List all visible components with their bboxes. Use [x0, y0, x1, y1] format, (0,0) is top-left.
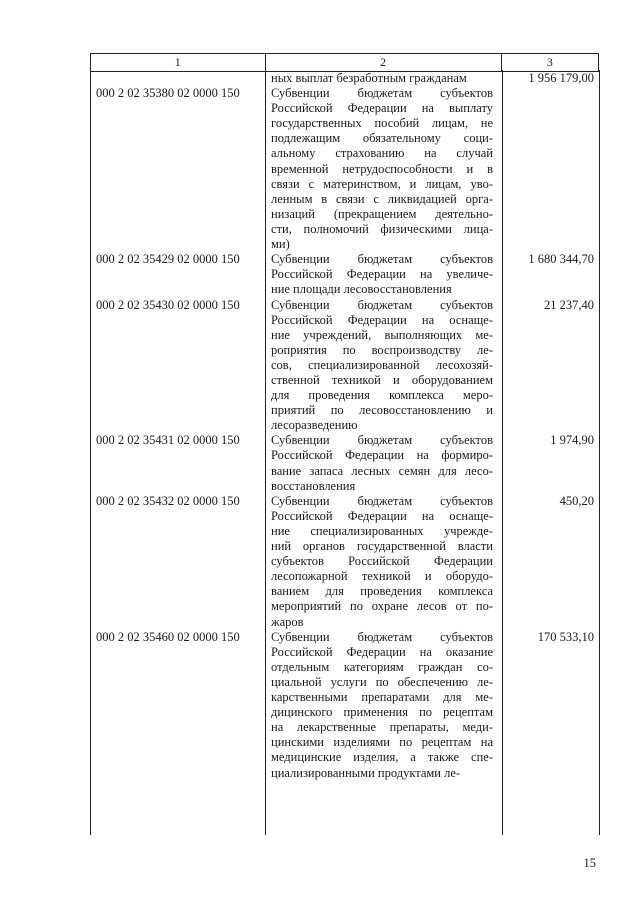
- description-line: Субвенции бюджетам субъектов: [271, 297, 493, 312]
- description-line: на лекарственные препараты, меди-: [271, 720, 493, 735]
- description-line: Российской Федерации на оказание: [271, 644, 493, 659]
- description-line: лесоразведению: [271, 418, 358, 433]
- description-line: дицинского применения по рецептам: [271, 705, 493, 720]
- description-line: ние учреждений, выполняющих ме-: [271, 327, 493, 342]
- description-line: Субвенции бюджетам субъектов: [271, 86, 493, 101]
- description-line: государственных пособий лицам, не: [271, 116, 493, 131]
- column-header-1: 1: [91, 54, 266, 72]
- row-description: [271, 252, 493, 297]
- classification-code: 000 2 02 35380 02 0000 150: [96, 86, 240, 101]
- description-line: медицинские изделия, а также спе-: [271, 750, 493, 765]
- description-line: ственной техникой и оборудованием: [271, 372, 493, 387]
- amount-cell: 1 956 179,00: [528, 71, 594, 85]
- description-line: Субвенции бюджетам субъектов: [271, 493, 493, 508]
- description-line: подлежащим обязательному соци-: [271, 131, 493, 146]
- table-border-left: [90, 70, 91, 835]
- description-line: связи с материнством, и лицам, уво-: [271, 176, 493, 191]
- description-line: циальной услуги по обеспечению ле-: [271, 674, 493, 689]
- description-line: ние специализированных учрежде-: [271, 523, 493, 538]
- row-description: [271, 433, 493, 493]
- column-header-2: 2: [265, 54, 501, 72]
- description-line: ных выплат безработным гражданам: [271, 71, 467, 85]
- description-line: субъектов Российской Федерации: [271, 554, 493, 569]
- description-line: цинскими изделиями по рецептам на: [271, 735, 493, 750]
- classification-code: 000 2 02 35431 02 0000 150: [96, 433, 240, 448]
- description-line: Российской Федерации на увеличе-: [271, 267, 493, 282]
- description-line: вание запаса лесных семян для лесо-: [271, 463, 493, 478]
- page-number: 15: [583, 856, 596, 870]
- description-line: Российской Федерации на оснаще-: [271, 508, 493, 523]
- amount-cell: 21 237,40: [544, 297, 594, 312]
- classification-code: 000 2 02 35432 02 0000 150: [96, 493, 240, 508]
- description-line: альному страхованию на случай: [271, 146, 493, 161]
- amount-cell: 1 680 344,70: [528, 252, 594, 267]
- description-line: карственными препаратами для ме-: [271, 690, 493, 705]
- description-line: Субвенции бюджетам субъектов: [271, 433, 493, 448]
- description-line: Субвенции бюджетам субъектов: [271, 252, 493, 267]
- row-description: [271, 298, 493, 434]
- description-line: отдельным категориям граждан со-: [271, 659, 493, 674]
- description-line: лесопожарной техникой и оборудо-: [271, 569, 493, 584]
- description-line: Российской Федерации на формиро-: [271, 448, 493, 463]
- description-line: циализированными продуктами ле-: [271, 765, 461, 780]
- description-line: низаций (прекращением деятельно-: [271, 206, 493, 221]
- carryover-description: [271, 71, 493, 86]
- amount-cell: 170 533,10: [537, 629, 594, 644]
- description-line: восстановления: [271, 478, 356, 493]
- description-line: жаров: [271, 614, 304, 629]
- amount-cell: 450,20: [559, 493, 594, 508]
- description-line: Российской Федерации на выплату: [271, 101, 493, 116]
- description-line: сов, специализированной лесохозяй-: [271, 357, 493, 372]
- row-description: [271, 630, 493, 781]
- table-divider-2: [502, 70, 503, 835]
- amount-cell: 1 974,90: [550, 433, 594, 448]
- table-divider-1: [265, 70, 266, 835]
- classification-code: 000 2 02 35460 02 0000 150: [96, 629, 240, 644]
- row-description: [271, 494, 493, 630]
- table-border-right: [599, 70, 600, 835]
- description-line: для проведения комплекса меро-: [271, 388, 493, 403]
- column-header-3: 3: [501, 54, 598, 72]
- description-line: Российской Федерации на оснаще-: [271, 312, 493, 327]
- classification-code: 000 2 02 35429 02 0000 150: [96, 252, 240, 267]
- classification-code: 000 2 02 35430 02 0000 150: [96, 297, 240, 312]
- description-line: ние площади лесовосстановления: [271, 282, 452, 297]
- description-line: роприятия по воспроизводству ле-: [271, 342, 493, 357]
- description-line: ленным в связи с ликвидацией орга-: [271, 191, 493, 206]
- description-line: приятий по лесовосстановлению и: [271, 403, 493, 418]
- description-line: ми): [271, 237, 290, 252]
- description-line: Субвенции бюджетам субъектов: [271, 629, 493, 644]
- description-line: мероприятий по охране лесов от по-: [271, 599, 493, 614]
- description-line: сти, полномочий физическими лица-: [271, 221, 493, 236]
- description-line: временной нетрудоспособности и в: [271, 161, 493, 176]
- description-line: ний органов государственной власти: [271, 539, 493, 554]
- row-description: [271, 86, 493, 252]
- description-line: ванием для проведения комплекса: [271, 584, 493, 599]
- table-header: [90, 53, 599, 72]
